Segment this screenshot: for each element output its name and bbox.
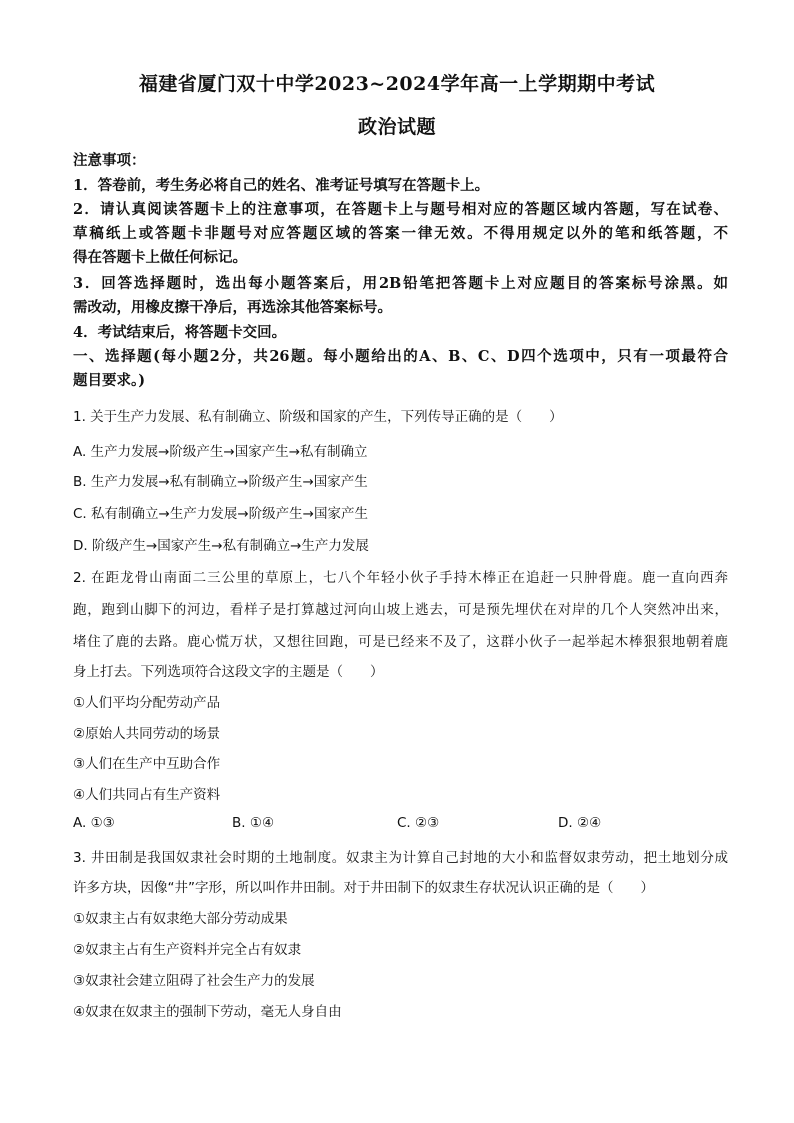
question-1-option-a: A. 生产力发展→阶级产生→国家产生→私有制确立	[73, 444, 368, 460]
notice-line: 草稿纸上或答题卡非题号对应答题区域的答案一律无效。不得用规定以外的笔和纸答题，不	[73, 225, 728, 242]
question-2-option-a: A. ①③	[73, 815, 115, 831]
notice-line: 需改动，用橡皮擦干净后，再选涂其他答案标号。	[73, 299, 392, 316]
question-2-options	[73, 815, 728, 835]
question-2-stem: 2. 在距龙骨山南面二三公里的草原上，七八个年轻小伙子手持木棒正在追赶一只肿骨鹿。鹿一直向西奔	[73, 570, 728, 586]
notice-line: 3．回答选择题时，选出每小题答案后，用2B铅笔把答题卡上对应题目的答案标号涂黑。如	[73, 275, 728, 292]
question-3-item: ①奴隶主占有奴隶绝大部分劳动成果	[73, 911, 288, 927]
question-2-item: ③人们在生产中互助合作	[73, 756, 221, 772]
question-3-stem: 许多方块，因像“井”字形，所以叫作井田制。对于井田制下的奴隶生存状况认识正确的是（ ）	[73, 880, 654, 896]
question-3-item: ③奴隶社会建立阻碍了社会生产力的发展	[73, 973, 315, 989]
question-3-item: ②奴隶主占有生产资料并完全占有奴隶	[73, 942, 302, 958]
question-1-option-c: C. 私有制确立→生产力发展→阶级产生→国家产生	[73, 506, 368, 522]
question-2-item: ④人们共同占有生产资料	[73, 787, 221, 803]
question-2-stem: 身上打去。下列选项符合这段文字的主题是（ ）	[73, 664, 384, 680]
question-3-stem: 3. 井田制是我国奴隶社会时期的土地制度。奴隶主为计算自己封地的大小和监督奴隶劳动，把土地划分成	[73, 850, 728, 866]
notice-heading: 注意事项：	[73, 152, 146, 169]
question-2-option-b: B. ①④	[232, 815, 275, 831]
notice-line: 2．请认真阅读答题卡上的注意事项，在答题卡上与题号相对应的答题区域内答题，写在试卷、	[73, 201, 728, 218]
question-1-option-b: B. 生产力发展→私有制确立→阶级产生→国家产生	[73, 474, 368, 490]
question-1-option-d: D. 阶级产生→国家产生→私有制确立→生产力发展	[73, 538, 369, 554]
section-heading: 一、选择题(每小题2分，共26题。每小题给出的A、B、C、D四个选项中，只有一项最符合	[73, 348, 728, 365]
notice-line: 得在答题卡上做任何标记。	[73, 249, 247, 266]
question-2-stem: 跑，跑到山脚下的河边，看样子是打算越过河向山坡上逃去，可是预先埋伏在对岸的几个人突然冲出来，	[73, 602, 728, 618]
question-2-option-c: C. ②③	[397, 815, 440, 831]
question-3-item: ④奴隶在奴隶主的强制下劳动，毫无人身自由	[73, 1004, 342, 1020]
question-2-item: ②原始人共同劳动的场景	[73, 726, 221, 742]
page-title: 福建省厦门双十中学2023~2024学年高一上学期期中考试	[138, 73, 656, 95]
question-1-stem: 1. 关于生产力发展、私有制确立、阶级和国家的产生，下列传导正确的是（ ）	[73, 409, 563, 425]
notice-line: 1．答卷前，考生务必将自己的姓名、准考证号填写在答题卡上。	[73, 177, 490, 194]
question-2-item: ①人们平均分配劳动产品	[73, 695, 221, 711]
section-heading: 题目要求。)	[73, 372, 146, 389]
page-subtitle: 政治试题	[357, 116, 436, 138]
question-2-option-d: D. ②④	[558, 815, 602, 831]
notice-line: 4．考试结束后，将答题卡交回。	[73, 324, 287, 341]
question-2-stem: 堵住了鹿的去路。鹿心慌万状，又想往回跑，可是已经来不及了，这群小伙子一起举起木棒狠狠地朝着鹿	[73, 634, 728, 650]
